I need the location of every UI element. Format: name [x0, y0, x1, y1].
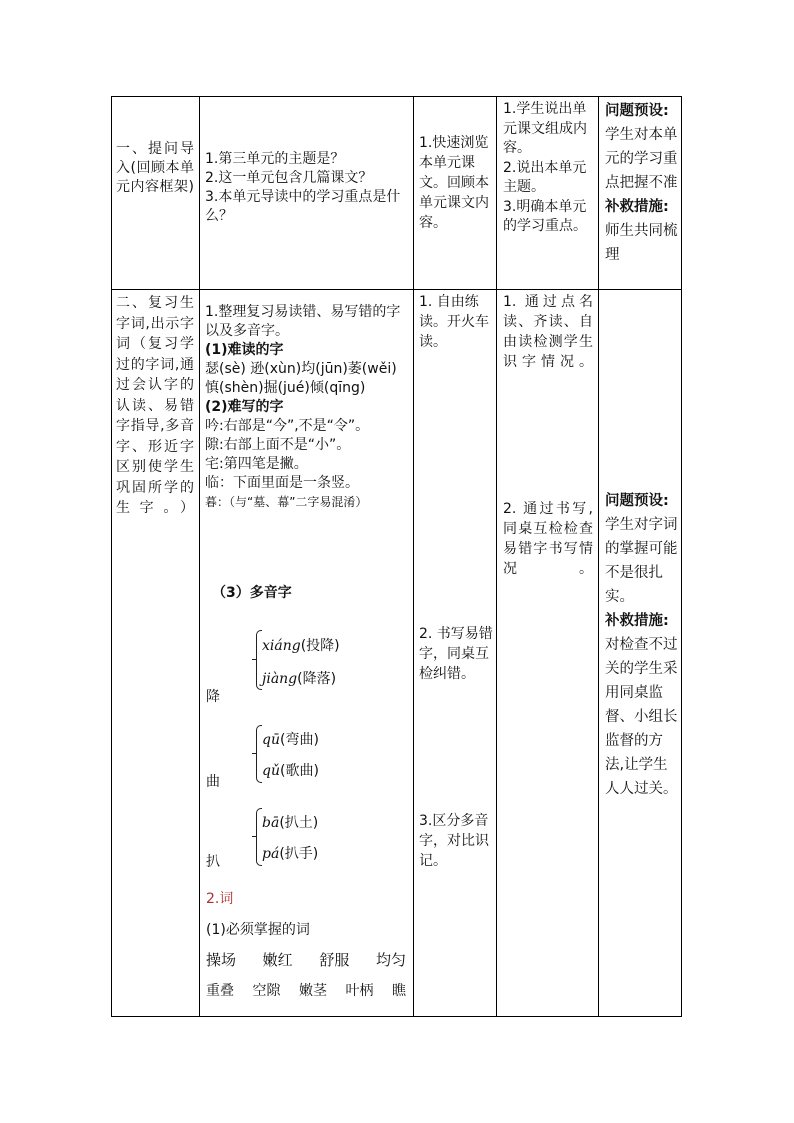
row2-goal: 1. 通过点名读、齐读、自由读检测学生识字情况。 — [503, 294, 593, 370]
word-item: 嫩红 — [262, 951, 293, 969]
remark-heading: 问题预设: — [605, 103, 669, 119]
polyphone-reading: qū(弯曲) — [262, 732, 319, 748]
row1-student-activity: 1.快速浏览本单元课文。回顾本单元课文内容。 — [419, 135, 489, 231]
list-item: 临：下面里面是一条竖。 — [205, 475, 359, 491]
list-item: 暮：（与“墓、幕”二字易混淆） — [205, 495, 368, 509]
word-item: 重叠 — [206, 983, 234, 999]
list-item: 3.明确本单元的学习重点。 — [503, 198, 587, 234]
polyphone-reading: pá(扒手) — [262, 846, 319, 862]
table-border — [111, 96, 112, 1017]
reading-list: 瑟(sè) 逊(xùn)均(jūn)萎(wěi) 慎(shèn)掘(jué)倾(qīng) — [205, 361, 397, 396]
word-item: 瞧 — [392, 983, 406, 999]
list-item: 3.本单元导读中的学习重点是什么？ — [205, 189, 401, 224]
word-item: 叶柄 — [345, 983, 374, 999]
brace-icon — [252, 659, 256, 660]
table-border — [111, 96, 682, 97]
word-item: 舒服 — [319, 951, 350, 969]
remark-text: 对检查不过关的学生采用同桌监督、小组长监督的方法,让学生人人过关。 — [605, 637, 678, 797]
section-heading: (1)难读的字 — [205, 342, 284, 358]
word-item: 空隙 — [252, 983, 281, 999]
row2-remark — [605, 489, 679, 801]
section-intro: 1.整理复习易读错、易写错的字以及多音字。 — [205, 304, 401, 339]
row2-student-activity: 3.区分多音字，对比识记。 — [419, 813, 489, 869]
row2-goal: 2. 通过书写,同桌互检检查易错字书写情况。 — [503, 501, 593, 577]
list-item: 1.学生说出单元课文组成内容。 — [503, 101, 587, 156]
polyphone-reading: xiáng(投降) — [262, 638, 340, 654]
polyphone-reading: bā(扒土) — [262, 815, 319, 831]
polyphone-char: 扒 — [206, 854, 220, 870]
brace-icon — [252, 753, 256, 754]
list-item: 宅:第四笔是撇。 — [205, 456, 308, 472]
polyphone-heading: （3）多音字 — [212, 585, 292, 601]
table-divider — [413, 96, 414, 1017]
word-row — [206, 982, 406, 1001]
table-divider — [199, 96, 200, 1017]
list-item: 2.说出本单元主题。 — [503, 159, 587, 195]
remark-heading: 问题预设: — [605, 493, 669, 509]
remark-heading: 补救措施: — [605, 199, 669, 215]
row2-student-activity: 2. 书写易错字，同桌互检纠错。 — [419, 626, 493, 682]
row1-question-list — [205, 150, 407, 226]
row1-stage: 一、提问导入(回顾本单元内容框架) — [116, 141, 194, 195]
polyphone-char: 曲 — [206, 774, 220, 790]
section-heading: (2)难写的字 — [205, 399, 284, 415]
word-item: 均匀 — [375, 951, 406, 969]
table-border — [681, 96, 682, 1017]
lesson-plan-table — [111, 96, 682, 1017]
polyphone-reading: qǔ(歌曲) — [262, 763, 319, 779]
remark-heading: 补救措施: — [605, 613, 669, 629]
row2-teacher-content — [205, 303, 407, 512]
row1-remark — [605, 99, 679, 267]
word-item: 嫩茎 — [299, 983, 327, 999]
row-divider — [111, 289, 682, 290]
word-item: 操场 — [206, 951, 237, 969]
table-border — [111, 1016, 682, 1017]
words-heading: 2.词 — [206, 891, 234, 907]
list-item: 吟:右部是“今”,不是“令”。 — [205, 418, 370, 434]
list-item: 1.第三单元的主题是？ — [205, 151, 345, 167]
polyphone-char: 降 — [206, 689, 220, 705]
brace-icon — [252, 836, 256, 837]
word-row — [206, 951, 406, 970]
list-item: 隙:右部上面不是“小”。 — [205, 437, 351, 453]
words-subheading: (1)必须掌握的词 — [206, 922, 310, 938]
remark-text: 学生对本单元的学习重点把握不准 — [605, 127, 678, 191]
table-divider — [496, 96, 497, 1017]
table-divider — [598, 96, 599, 1017]
list-item: 2.这一单元包含几篇课文？ — [205, 170, 373, 186]
polyphone-reading: jiàng(降落) — [262, 671, 337, 687]
remark-text: 师生共同梳理 — [605, 223, 678, 263]
row2-stage: 二、复习生字词,出示字词（复习学过的字词,通过会认字的认读、易错字指导,多音字、形近字区别使学生巩固所学的生字。） — [116, 295, 194, 516]
row1-goal-list — [503, 100, 593, 237]
row2-student-activity: 1. 自由练读。开火车读。 — [419, 294, 489, 350]
remark-text: 学生对字词的掌握可能不是很扎实。 — [605, 517, 678, 605]
